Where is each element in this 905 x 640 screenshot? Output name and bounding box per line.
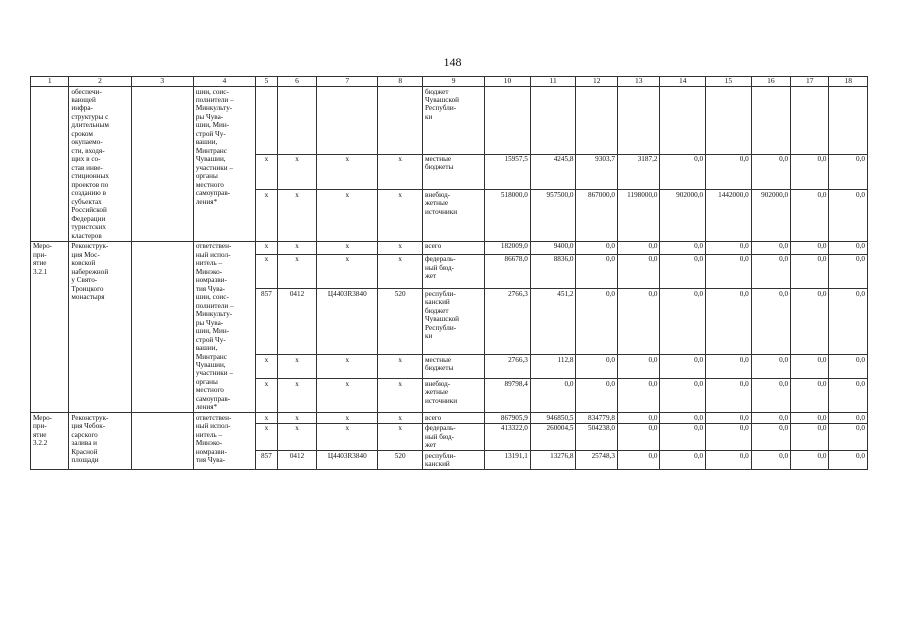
header-row xyxy=(31,77,868,87)
section-code-cell: x xyxy=(277,413,316,423)
amount-cell: 0,0 xyxy=(791,289,829,355)
target-code-cell: x xyxy=(317,423,378,450)
funding-source-cell: местные бюджеты xyxy=(422,355,484,379)
amount-cell: 13191,1 xyxy=(485,451,531,470)
amount-cell: 0,0 xyxy=(706,423,752,450)
funding-source-cell: всего xyxy=(422,413,484,423)
amount-cell: 0,0 xyxy=(660,355,706,379)
amount-cell: 25748,3 xyxy=(576,451,617,470)
amount-cell: 0,0 xyxy=(617,254,660,288)
amount-cell: 902000,0 xyxy=(751,190,790,242)
amount-cell: 0,0 xyxy=(791,413,829,423)
column-number-9: 9 xyxy=(422,77,484,87)
amount-cell: 0,0 xyxy=(791,355,829,379)
amount-cell: 0,0 xyxy=(751,241,790,254)
amount-cell: 413322,0 xyxy=(485,423,531,450)
expense-type-cell: x xyxy=(378,190,423,242)
expense-type-cell: x xyxy=(378,241,423,254)
amount-cell: 0,0 xyxy=(660,379,706,413)
amount-cell: 0,0 xyxy=(829,413,868,423)
expense-type-cell: x xyxy=(378,423,423,450)
funding-source-cell: федераль- ный бюд- жет xyxy=(422,254,484,288)
amount-cell: 0,0 xyxy=(829,355,868,379)
amount-cell: 0,0 xyxy=(829,154,868,190)
expense-type-cell: 520 xyxy=(378,289,423,355)
amount-cell: 902000,0 xyxy=(660,190,706,242)
amount-cell: 0,0 xyxy=(617,423,660,450)
funding-source-cell: бюджет Чувашской Республи- ки xyxy=(422,87,484,155)
expense-type-cell: x xyxy=(378,379,423,413)
amount-cell: 0,0 xyxy=(706,254,752,288)
amount-cell: 0,0 xyxy=(576,241,617,254)
target-code-cell: x xyxy=(317,241,378,254)
amount-cell xyxy=(617,87,660,155)
amount-cell: 1198000,0 xyxy=(617,190,660,242)
amount-cell: 0,0 xyxy=(706,355,752,379)
amount-cell: 0,0 xyxy=(706,154,752,190)
amount-cell: 0,0 xyxy=(829,241,868,254)
column-number-11: 11 xyxy=(530,77,576,87)
event-number-cell: Меро- при- ятие 3.2.2 xyxy=(31,413,69,470)
amount-cell: 0,0 xyxy=(829,190,868,242)
section-code-cell: 0412 xyxy=(277,289,316,355)
amount-cell: 2766,3 xyxy=(485,289,531,355)
grbs-code-cell: 857 xyxy=(256,289,278,355)
expense-type-cell: x xyxy=(378,154,423,190)
column-number-18: 18 xyxy=(829,77,868,87)
section-code-cell: x xyxy=(277,190,316,242)
amount-cell: 0,0 xyxy=(706,413,752,423)
amount-cell: 0,0 xyxy=(617,289,660,355)
column-3-cell xyxy=(131,87,193,242)
column-number-1: 1 xyxy=(31,77,69,87)
column-number-13: 13 xyxy=(617,77,660,87)
target-code-cell: x xyxy=(317,355,378,379)
section-code-cell: x xyxy=(277,355,316,379)
event-number-cell xyxy=(31,87,69,242)
section-code-cell xyxy=(277,87,316,155)
expense-type-cell xyxy=(378,87,423,155)
amount-cell: 0,0 xyxy=(576,379,617,413)
amount-cell: 0,0 xyxy=(660,154,706,190)
amount-cell: 0,0 xyxy=(617,413,660,423)
amount-cell: 0,0 xyxy=(751,254,790,288)
target-code-cell: x xyxy=(317,379,378,413)
expense-type-cell: 520 xyxy=(378,451,423,470)
grbs-code-cell: x xyxy=(256,423,278,450)
amount-cell: 0,0 xyxy=(751,379,790,413)
amount-cell: 0,0 xyxy=(706,451,752,470)
grbs-code-cell: x xyxy=(256,254,278,288)
amount-cell xyxy=(829,87,868,155)
amount-cell: 0,0 xyxy=(530,379,576,413)
amount-cell: 0,0 xyxy=(706,289,752,355)
target-code-cell: x xyxy=(317,190,378,242)
amount-cell: 504238,0 xyxy=(576,423,617,450)
amount-cell: 8836,0 xyxy=(530,254,576,288)
amount-cell: 0,0 xyxy=(617,241,660,254)
amount-cell: 112,8 xyxy=(530,355,576,379)
amount-cell: 0,0 xyxy=(660,241,706,254)
column-number-14: 14 xyxy=(660,77,706,87)
amount-cell: 0,0 xyxy=(576,289,617,355)
amount-cell: 9400,0 xyxy=(530,241,576,254)
amount-cell: 0,0 xyxy=(791,254,829,288)
amount-cell: 518000,0 xyxy=(485,190,531,242)
column-number-6: 6 xyxy=(277,77,316,87)
budget-table xyxy=(30,76,868,470)
table-row xyxy=(31,87,868,155)
amount-cell xyxy=(706,87,752,155)
section-code-cell: x xyxy=(277,423,316,450)
amount-cell: 2766,3 xyxy=(485,355,531,379)
amount-cell: 182009,0 xyxy=(485,241,531,254)
amount-cell: 867905,9 xyxy=(485,413,531,423)
amount-cell: 0,0 xyxy=(660,451,706,470)
target-code-cell: x xyxy=(317,254,378,288)
amount-cell: 0,0 xyxy=(706,241,752,254)
section-code-cell: x xyxy=(277,154,316,190)
target-code-cell xyxy=(317,87,378,155)
funding-source-cell: внебюд- жетные источники xyxy=(422,190,484,242)
amount-cell xyxy=(576,87,617,155)
amount-cell: 0,0 xyxy=(791,154,829,190)
target-code-cell: Ц4403R3840 xyxy=(317,289,378,355)
column-number-15: 15 xyxy=(706,77,752,87)
column-3-cell xyxy=(131,241,193,413)
column-number-4: 4 xyxy=(193,77,255,87)
grbs-code-cell: x xyxy=(256,413,278,423)
amount-cell xyxy=(791,87,829,155)
funding-source-cell: федераль- ный бюд- жет xyxy=(422,423,484,450)
section-code-cell: 0412 xyxy=(277,451,316,470)
column-number-12: 12 xyxy=(576,77,617,87)
grbs-code-cell: x xyxy=(256,241,278,254)
amount-cell: 9303,7 xyxy=(576,154,617,190)
grbs-code-cell xyxy=(256,87,278,155)
amount-cell: 0,0 xyxy=(751,413,790,423)
section-code-cell: x xyxy=(277,241,316,254)
event-name-cell: Реконструк- ция Мос- ковской набережной у Свято- Троицкого монастыря xyxy=(69,241,131,413)
target-code-cell: x xyxy=(317,413,378,423)
amount-cell: 0,0 xyxy=(751,423,790,450)
amount-cell: 946850,5 xyxy=(530,413,576,423)
amount-cell: 957500,0 xyxy=(530,190,576,242)
amount-cell: 0,0 xyxy=(829,289,868,355)
target-code-cell: Ц4403R3840 xyxy=(317,451,378,470)
amount-cell: 0,0 xyxy=(751,154,790,190)
grbs-code-cell: x xyxy=(256,190,278,242)
amount-cell xyxy=(485,87,531,155)
expense-type-cell: x xyxy=(378,355,423,379)
grbs-code-cell: x xyxy=(256,154,278,190)
amount-cell: 13276,8 xyxy=(530,451,576,470)
grbs-code-cell: x xyxy=(256,379,278,413)
expense-type-cell: x xyxy=(378,254,423,288)
grbs-code-cell: x xyxy=(256,355,278,379)
amount-cell: 834779,8 xyxy=(576,413,617,423)
column-number-8: 8 xyxy=(378,77,423,87)
expense-type-cell: x xyxy=(378,413,423,423)
amount-cell: 0,0 xyxy=(829,451,868,470)
column-number-10: 10 xyxy=(485,77,531,87)
funding-source-cell: республи- канский xyxy=(422,451,484,470)
amount-cell: 0,0 xyxy=(617,451,660,470)
funding-source-cell: местные бюджеты xyxy=(422,154,484,190)
column-number-2: 2 xyxy=(69,77,131,87)
table-row xyxy=(31,413,868,423)
amount-cell: 0,0 xyxy=(576,254,617,288)
amount-cell: 0,0 xyxy=(660,289,706,355)
funding-source-cell: внебюд- жетные источники xyxy=(422,379,484,413)
amount-cell xyxy=(530,87,576,155)
amount-cell: 0,0 xyxy=(829,379,868,413)
amount-cell: 0,0 xyxy=(829,423,868,450)
amount-cell: 86678,0 xyxy=(485,254,531,288)
column-number-17: 17 xyxy=(791,77,829,87)
amount-cell xyxy=(660,87,706,155)
column-number-7: 7 xyxy=(317,77,378,87)
amount-cell: 89798,4 xyxy=(485,379,531,413)
amount-cell: 0,0 xyxy=(706,379,752,413)
column-number-3: 3 xyxy=(131,77,193,87)
amount-cell: 0,0 xyxy=(791,451,829,470)
amount-cell: 451,2 xyxy=(530,289,576,355)
executors-cell: шии, соис- полнители – Минкульту- ры Чува- шии, Мин- строй Чу- вашии, Минтранс Чувашии, участники – органы местного самоуправ- ления* xyxy=(193,87,255,242)
amount-cell: 260004,5 xyxy=(530,423,576,450)
amount-cell: 867000,0 xyxy=(576,190,617,242)
funding-source-cell: всего xyxy=(422,241,484,254)
amount-cell: 0,0 xyxy=(829,254,868,288)
executors-cell: ответствен- ный испол- нитель – Минэко- номразви- тия Чува- шии, соис- полнители – Минкульту- ры Чува- шии, Мин- строй Чу- вашии, Минтранс Чувашии, участники – органы местного самоуправ- ления* xyxy=(193,241,255,413)
amount-cell: 15957,5 xyxy=(485,154,531,190)
amount-cell: 0,0 xyxy=(617,355,660,379)
amount-cell: 0,0 xyxy=(576,355,617,379)
amount-cell: 3187,2 xyxy=(617,154,660,190)
amount-cell: 4245,8 xyxy=(530,154,576,190)
amount-cell: 0,0 xyxy=(791,190,829,242)
amount-cell xyxy=(751,87,790,155)
section-code-cell: x xyxy=(277,254,316,288)
amount-cell: 0,0 xyxy=(660,423,706,450)
executors-cell: ответствен- ный испол- нитель – Минэко- номразви- тия Чува- xyxy=(193,413,255,470)
amount-cell: 0,0 xyxy=(791,379,829,413)
amount-cell: 0,0 xyxy=(751,289,790,355)
table-row xyxy=(31,241,868,254)
amount-cell: 0,0 xyxy=(617,379,660,413)
amount-cell: 0,0 xyxy=(660,413,706,423)
funding-source-cell: республи- канский бюджет Чувашской Республи- ки xyxy=(422,289,484,355)
amount-cell: 0,0 xyxy=(791,423,829,450)
grbs-code-cell: 857 xyxy=(256,451,278,470)
amount-cell: 0,0 xyxy=(791,241,829,254)
column-number-16: 16 xyxy=(751,77,790,87)
event-name-cell: обеспечи- вающей инфра- структуры с длительным сроком окупаемо- сти, входя- щих в со- став инве- стиционных проектов по созданию в субъектах Российской Федерации туристских кластеров xyxy=(69,87,131,242)
column-3-cell xyxy=(131,413,193,470)
section-code-cell: x xyxy=(277,379,316,413)
amount-cell: 0,0 xyxy=(660,254,706,288)
page-number: 148 xyxy=(443,55,462,69)
event-number-cell: Меро- при- ятие 3.2.1 xyxy=(31,241,69,413)
amount-cell: 0,0 xyxy=(751,451,790,470)
amount-cell: 0,0 xyxy=(751,355,790,379)
amount-cell: 1442000,0 xyxy=(706,190,752,242)
event-name-cell: Реконструк- ция Чебок- сарского залива и Красной площади xyxy=(69,413,131,470)
target-code-cell: x xyxy=(317,154,378,190)
column-number-5: 5 xyxy=(256,77,278,87)
